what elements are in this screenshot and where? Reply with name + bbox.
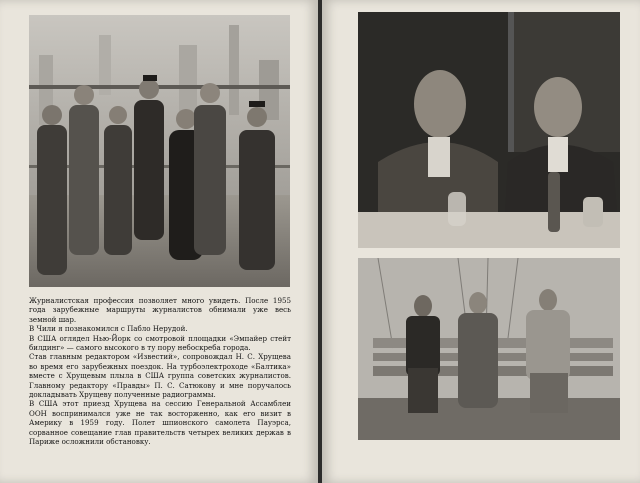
right-page [322,0,640,483]
caption-paragraph: Журналистская профессия позволяет много увидеть. После 1955 года зарубежные маршруты журналистов обнимали уже весь земной шар. [29,296,291,324]
caption-paragraph: В США оглядел Нью-Йорк со смотровой площадки «Эмпайер стейт билдинг» — самого высокого в ту пору небоскреба города. [29,333,291,353]
ship-deck-photo [358,258,620,440]
left-page [0,0,318,483]
dinner-photo [358,12,620,248]
caption-text [29,296,291,447]
group-photo [29,15,290,287]
caption-paragraph: В США этот приезд Хрущева на сессию Генеральной Ассамблеи ООН воспринимался уже не так восторженно, как его визит в Америку в 1959 году. Полет шпионского самолета Пауэрса, сорванное совещание глав правительств четырех великих держав в Париже осложнили обстановку. [29,399,291,447]
caption-paragraph: Став главным редактором «Известий», сопровождал Н. С. Хрущева во время его зарубежных поездок. На турбоэлектроходе «Балтика» вместе с Хрущевым плыла в США группа советских журналистов. Главному редактору «Правды» П. С. Сатюкову и мне поручалось докладывать Хрущеву полученные радиограммы. [29,352,291,400]
caption-paragraph: В Чили я познакомился с Пабло Нерудой. [29,324,188,334]
